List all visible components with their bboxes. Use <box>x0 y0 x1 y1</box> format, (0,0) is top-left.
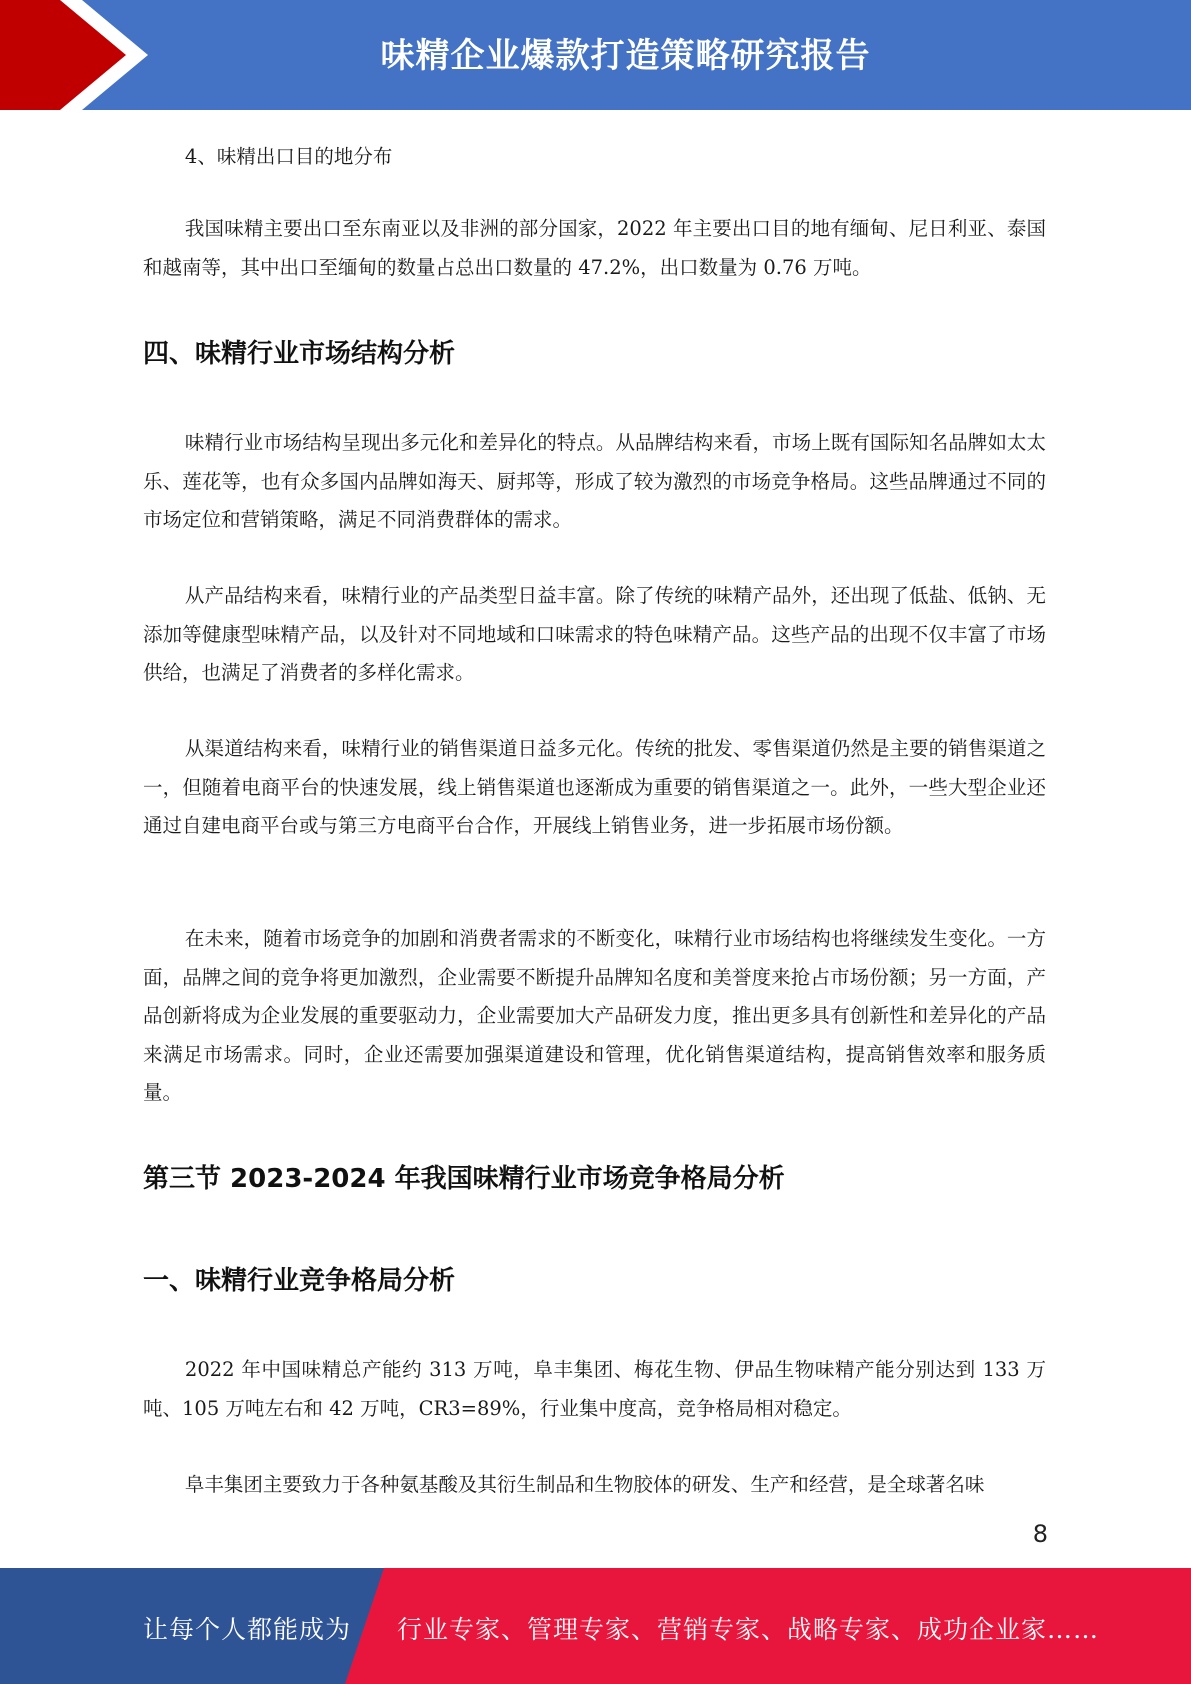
paragraph-competition-capacity: 2022 年中国味精总产能约 313 万吨，阜丰集团、梅花生物、伊品生物味精产能分别达到 133 万吨、105 万吨左右和 42 万吨，CR3=89%，行业集中度高，竞争格局相对稳定。 <box>143 1358 1046 1420</box>
paragraph-structure-brand: 味精行业市场结构呈现出多元化和差异化的特点。从品牌结构来看，市场上既有国际知名品牌如太太乐、莲花等，也有众多国内品牌如海天、厨邦等，形成了较为激烈的市场竞争格局。这些品牌通过不同的市场定位和营销策略，满足不同消费群体的需求。 <box>143 431 1046 531</box>
footer-slogan-left: 让每个人都能成为 <box>143 1615 352 1644</box>
paragraph-structure-product: 从产品结构来看，味精行业的产品类型日益丰富。除了传统的味精产品外，还出现了低盐、低钠、无添加等健康型味精产品，以及针对不同地域和口味需求的特色味精产品。这些产品的出现不仅丰富了市场供给，也满足了消费者的多样化需求。 <box>143 584 1046 684</box>
paragraph-competition-fufeng: 阜丰集团主要致力于各种氨基酸及其衍生制品和生物胶体的研发、生产和经营，是全球著名味 <box>184 1473 985 1496</box>
page-footer <box>0 1568 1191 1684</box>
sub-heading-export-destination: 4、味精出口目的地分布 <box>184 145 393 168</box>
paragraph-export: 我国味精主要出口至东南亚以及非洲的部分国家，2022 年主要出口目的地有缅甸、尼日利亚、泰国和越南等，其中出口至缅甸的数量占总出口数量的 47.2%，出口数量为 0.76 万吨。 <box>143 217 1046 279</box>
page-number: 8 <box>1032 1520 1048 1548</box>
paragraph-structure-future: 在未来，随着市场竞争的加剧和消费者需求的不断变化，味精行业市场结构也将继续发生变化。一方面，品牌之间的竞争将更加激烈，企业需要不断提升品牌知名度和美誉度来抢占市场份额；另一方面，产品创新将成为企业发展的重要驱动力，企业需要加大产品研发力度，推出更多具有创新性和差异化的产品来满足市场需求。同时，企业还需要加强渠道建设和管理，优化销售渠道结构，提高销售效率和服务质量。 <box>143 927 1046 1104</box>
section-heading-competition: 第三节 2023-2024 年我国味精行业市场竞争格局分析 <box>143 1164 785 1194</box>
footer-slogan-right: 行业专家、管理专家、营销专家、战略专家、成功企业家…… <box>397 1615 1100 1644</box>
report-title: 味精企业爆款打造策略研究报告 <box>380 36 871 76</box>
page-header <box>0 0 1191 110</box>
paragraph-structure-channel: 从渠道结构来看，味精行业的销售渠道日益多元化。传统的批发、零售渠道仍然是主要的销售渠道之一，但随着电商平台的快速发展，线上销售渠道也逐渐成为重要的销售渠道之一。此外，一些大型企业还通过自建电商平台或与第三方电商平台合作，开展线上销售业务，进一步拓展市场份额。 <box>143 737 1046 837</box>
heading-competition-analysis: 一、味精行业竞争格局分析 <box>143 1266 456 1296</box>
heading-market-structure: 四、味精行业市场结构分析 <box>143 339 456 369</box>
